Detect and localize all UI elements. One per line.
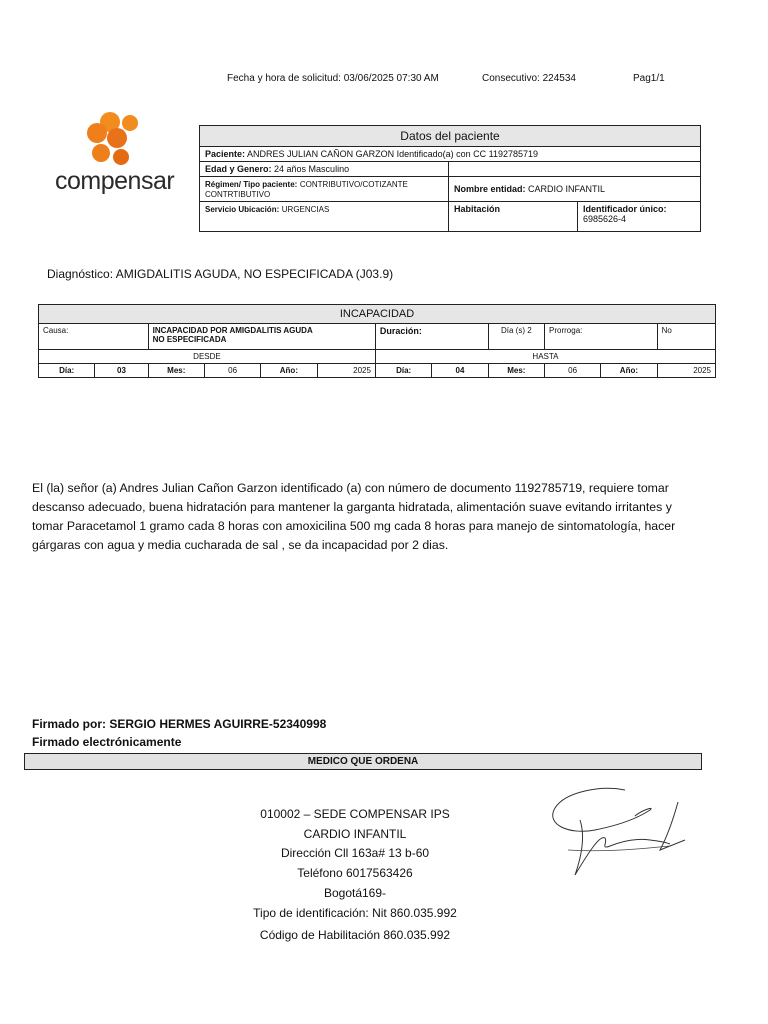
from-day-value — [95, 364, 148, 378]
from-year-label — [261, 364, 317, 378]
unique-id-value: 6985626-4 — [583, 214, 627, 224]
cause-value-1: INCAPACIDAD POR AMIGDALITIS AGUDA — [152, 326, 313, 335]
ordering-doctor-bar: MEDICO QUE ORDENA — [24, 753, 702, 770]
from-year-label-text: Año: — [279, 366, 298, 375]
empty-cell — [449, 162, 701, 177]
to-day-value-text: 04 — [455, 366, 465, 375]
page-number: Pag1/1 — [633, 73, 665, 84]
to-month-label-text: Mes: — [507, 366, 526, 375]
regime-value-2: CONTRTIBUTIVO — [205, 190, 271, 199]
entity-cell — [449, 177, 701, 202]
signed-by: Firmado por: SERGIO HERMES AGUIRRE-52340998 — [32, 717, 327, 731]
extension-value: No — [657, 324, 715, 350]
cause-value-cell — [148, 324, 375, 350]
age-gender-label: Edad y Genero: — [205, 164, 272, 174]
diagnosis: Diagnóstico: AMIGDALITIS AGUDA, NO ESPECIFICADA (J03.9) — [47, 267, 394, 281]
from-month-label-text: Mes: — [167, 366, 186, 375]
age-gender-cell — [200, 162, 449, 177]
service-label: Servicio Ubicación: — [205, 205, 280, 214]
patient-name-label: Paciente: — [205, 149, 246, 159]
regime-cell — [200, 177, 449, 202]
entity-label: Nombre entidad: — [454, 184, 526, 194]
regime-value-1: CONTRIBUTIVO/COTIZANTE — [299, 180, 408, 189]
sede-line-4: Teléfono 6017563426 — [297, 866, 413, 881]
room-cell — [449, 202, 578, 232]
patient-table-title: Datos del paciente — [200, 126, 701, 147]
cause-label: Causa: — [39, 324, 149, 350]
request-datetime: Fecha y hora de solicitud: 03/06/2025 07:30 AM — [227, 73, 439, 84]
to-day-value — [432, 364, 488, 378]
from-month-value: 06 — [204, 364, 260, 378]
unique-id-label: Identificador único: — [583, 204, 667, 214]
unique-id-cell — [578, 202, 701, 232]
age-gender-value: 24 años Masculino — [274, 164, 350, 174]
patient-name-cell — [200, 147, 701, 162]
from-day-label-text: Día: — [59, 366, 75, 375]
duration-label-cell — [375, 324, 488, 350]
from-label: DESDE — [39, 350, 376, 364]
patient-data-table — [199, 125, 701, 232]
incapacity-title: INCAPACIDAD — [39, 305, 716, 324]
patient-name-value: ANDRES JULIAN CAÑON GARZON Identificado(a) con CC 1192785719 — [247, 149, 538, 159]
compensar-logo-text: compensar — [55, 167, 175, 195]
duration-label: Duración: — [379, 326, 422, 336]
service-value: URGENCIAS — [281, 205, 330, 214]
regime-label: Régimen/ Tipo paciente: — [205, 180, 298, 189]
sede-line-7: Código de Habilitación 860.035.992 — [259, 928, 451, 943]
extension-label: Prorroga: — [545, 324, 658, 350]
compensar-logo — [55, 105, 190, 195]
to-day-label-text: Día: — [396, 366, 412, 375]
sede-line-1: 010002 – SEDE COMPENSAR IPS — [260, 807, 450, 821]
handwritten-signature — [540, 780, 690, 890]
to-year-label — [601, 364, 657, 378]
sede-line-6: Tipo de identificación: Nit 860.035.992 — [253, 905, 457, 920]
from-day-label — [39, 364, 95, 378]
entity-value: CARDIO INFANTIL — [528, 184, 606, 194]
to-day-label — [375, 364, 431, 378]
signed-electronically: Firmado electrónicamente — [32, 735, 182, 749]
duration-value: Día (s) 2 — [488, 324, 544, 350]
to-year-label-text: Año: — [619, 366, 639, 375]
from-year-value: 2025 — [317, 364, 375, 378]
sede-info — [230, 805, 480, 946]
cause-value-2: NO ESPECIFICADA — [152, 335, 227, 344]
to-year-value: 2025 — [657, 364, 715, 378]
service-cell — [200, 202, 449, 232]
sede-line-2: CARDIO INFANTIL — [303, 826, 407, 841]
from-day-value-text: 03 — [117, 366, 126, 375]
room-label: Habitación — [454, 204, 501, 214]
compensar-logo-mark — [55, 105, 190, 165]
consecutive-number: Consecutivo: 224534 — [482, 73, 576, 84]
incapacity-table — [38, 304, 716, 378]
medical-instructions: El (la) señor (a) Andres Julian Cañon Garzon identificado (a) con número de documento 1192785719, requiere tomar descanso adecuado, buena hidratación para mantener la garganta hidratada, alimentación suave evitando irritantes y tomar Paracetamol 1 gramo cada 8 horas con amoxicilina 500 mg cada 8 horas para manejo de sintomatología, hacer gárgaras con agua y media cucharada de sal , se da incapacidad por 2 dias. — [32, 481, 676, 552]
sede-line-5: Bogotá169- — [323, 885, 387, 900]
to-month-label — [488, 364, 544, 378]
to-label: HASTA — [375, 350, 715, 364]
from-month-label — [148, 364, 204, 378]
sede-line-3: Dirección Cll 163a# 13 b-60 — [280, 846, 430, 861]
to-month-value: 06 — [545, 364, 601, 378]
